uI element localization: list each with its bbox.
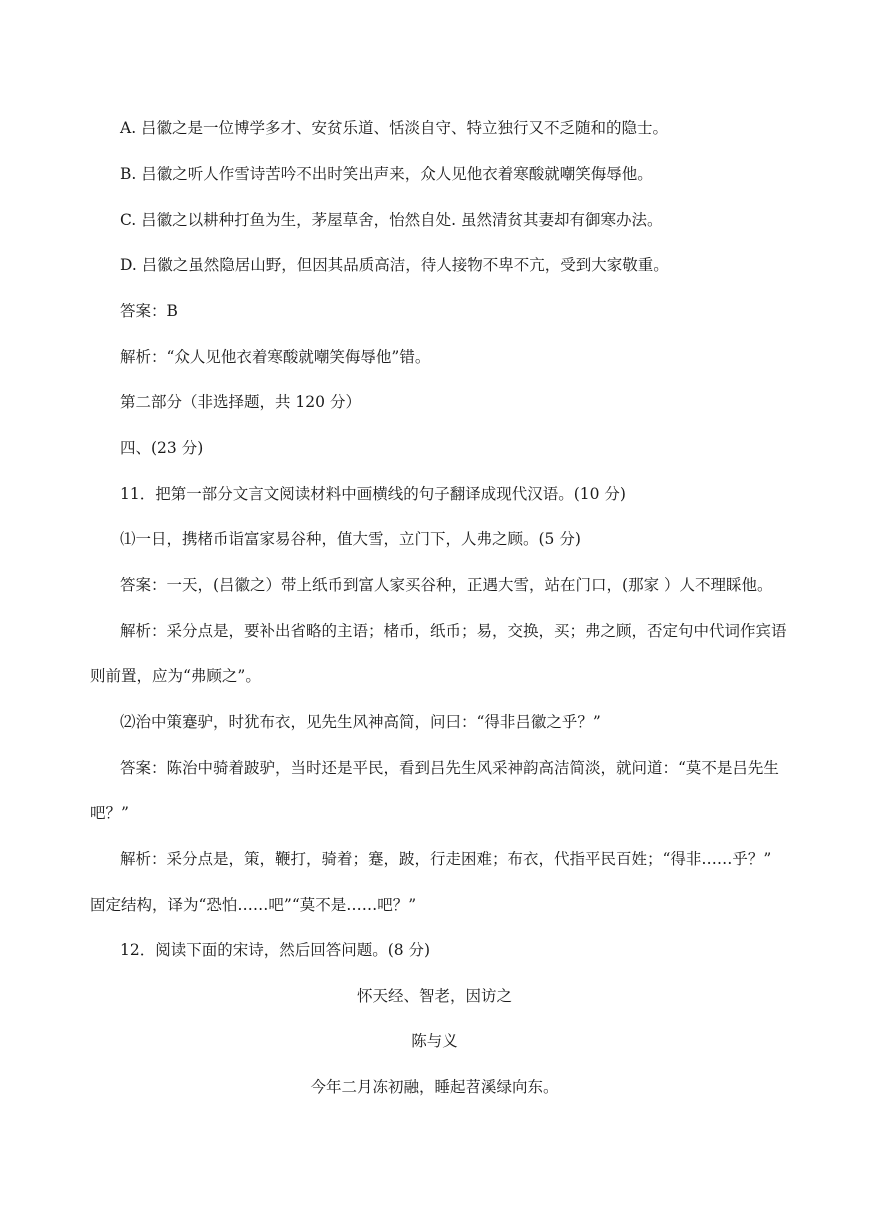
question-12: 12．阅读下面的宋诗，然后回答问题。(8 分) xyxy=(120,941,431,959)
question-11-1-analysis: 解析：采分点是，要补出省略的主语；楮币，纸币；易，交换，买；弗之顾，否定句中代词作宾语 xyxy=(120,622,787,640)
question-11-1-answer: 答案：一天，(吕徽之）带上纸币到富人家买谷种，正遇大雪，站在门口，(那家 ）人不理睬他。 xyxy=(120,576,773,594)
question-11-2: ⑵治中策蹇驴，时犹布衣，见先生风神高简，问曰：“得非吕徽之乎？” xyxy=(120,713,601,731)
option-c: C. 吕徽之以耕种打鱼为生，茅屋草舍，怡然自处. 虽然清贫其妻却有御寒办法。 xyxy=(120,211,663,229)
question-11-2-analysis-continued: 固定结构，译为“恐怕……吧”“莫不是……吧？” xyxy=(90,896,417,914)
analysis-1: 解析：“众人见他衣着寒酸就嘲笑侮辱他”错。 xyxy=(120,348,431,366)
option-d: D. 吕徽之虽然隐居山野，但因其品质高洁，待人接物不卑不亢，受到大家敬重。 xyxy=(120,256,669,274)
part-two-heading: 第二部分（非选择题，共 120 分） xyxy=(120,393,361,411)
question-11: 11．把第一部分文言文阅读材料中画横线的句子翻译成现代汉语。(10 分) xyxy=(120,485,626,503)
question-11-2-answer-continued: 吧？” xyxy=(90,804,129,822)
option-b: B. 吕徽之听人作雪诗苦吟不出时笑出声来，众人见他衣着寒酸就嘲笑侮辱他。 xyxy=(120,165,653,183)
question-11-1-analysis-continued: 则前置，应为“弗顾之”。 xyxy=(90,667,261,685)
question-11-2-analysis: 解析：采分点是，策，鞭打，骑着；蹇，跛，行走困难；布衣，代指平民百姓；“得非……乎？” xyxy=(120,850,772,868)
poem-author: 陈与义 xyxy=(411,1032,458,1050)
poem-line-1: 今年二月冻初融，睡起苕溪绿向东。 xyxy=(310,1078,559,1096)
answer-1: 答案：B xyxy=(120,302,178,320)
option-a: A. 吕徽之是一位博学多才、安贫乐道、恬淡自守、特立独行又不乏随和的隐士。 xyxy=(120,119,669,137)
question-11-1: ⑴一日，携楮币诣富家易谷种，值大雪，立门下，人弗之顾。(5 分) xyxy=(120,530,581,548)
question-11-2-answer: 答案：陈治中骑着跛驴，当时还是平民，看到吕先生风采神韵高洁简淡，就问道：“莫不是吕先生 xyxy=(120,759,779,777)
section-four-heading: 四、(23 分) xyxy=(120,439,204,457)
poem-title: 怀天经、智老，因访之 xyxy=(356,987,512,1005)
